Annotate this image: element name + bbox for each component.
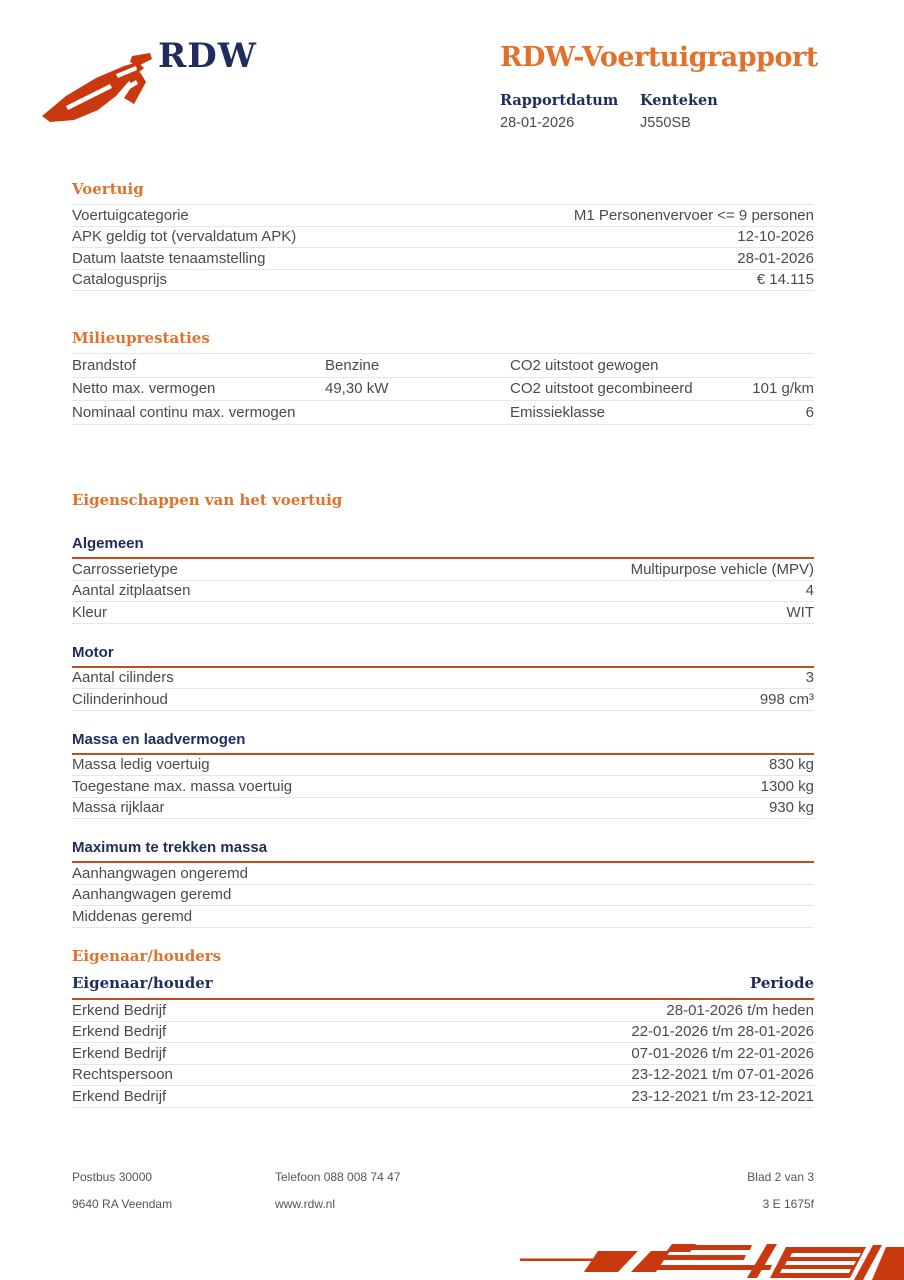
column-header-period: Periode	[749, 974, 814, 992]
subsection-algemeen	[72, 535, 814, 624]
page-title: RDW-Voertuigrapport	[500, 42, 818, 73]
footer-website: www.rdw.nl	[275, 1197, 336, 1211]
table-row	[72, 205, 814, 227]
row-value: 3	[805, 669, 814, 687]
subsection-motor	[72, 644, 814, 711]
table-row	[72, 354, 814, 378]
row-value: 12-10-2026	[737, 228, 814, 246]
row-label: APK geldig tot (vervaldatum APK)	[72, 228, 297, 246]
row-label: Emissieklasse	[510, 403, 606, 421]
table-row	[72, 401, 814, 425]
table-row	[72, 755, 814, 777]
row-label: Massa ledig voertuig	[72, 756, 210, 774]
row-label: Middenas geremd	[72, 907, 193, 925]
table-row	[72, 1065, 814, 1087]
license-plate-label: Kenteken	[640, 92, 718, 109]
row-label: Datum laatste tenaamstelling	[72, 249, 266, 267]
row-value: Multipurpose vehicle (MPV)	[630, 560, 814, 578]
table-row	[72, 776, 814, 798]
section-title: Milieuprestaties	[72, 329, 814, 354]
report-header	[500, 42, 818, 131]
period-cell: 07-01-2026 t/m 22-01-2026	[631, 1044, 814, 1062]
license-plate-value: J550SB	[640, 115, 691, 131]
subsection-title: Maximum te trekken massa	[72, 839, 814, 863]
section-eigenschappen	[72, 491, 814, 928]
owner-cell: Erkend Bedrijf	[72, 1044, 167, 1062]
row-value: 49,30 kW	[325, 380, 389, 398]
table-row	[72, 248, 814, 270]
rdw-logo-icon	[40, 52, 152, 140]
row-label: CO2 uitstoot gecombineerd	[510, 380, 693, 398]
row-label: Aanhangwagen ongeremd	[72, 864, 248, 882]
rdw-logo-text: RDW	[158, 36, 257, 76]
table-row	[72, 378, 814, 402]
speed-lines-icon	[520, 1242, 904, 1280]
row-label: Carrosserietype	[72, 560, 178, 578]
report-date-label: Rapportdatum	[500, 92, 619, 109]
table-row	[72, 906, 814, 928]
table-row	[72, 270, 814, 292]
owners-table-header	[72, 974, 814, 1000]
page-footer	[72, 1170, 814, 1211]
period-cell: 23-12-2021 t/m 23-12-2021	[631, 1087, 814, 1105]
row-label: Aantal zitplaatsen	[72, 582, 191, 600]
table-row	[72, 863, 814, 885]
table-row	[72, 1086, 814, 1108]
row-label: Netto max. vermogen	[72, 380, 216, 398]
table-row	[72, 1000, 814, 1022]
row-value: Benzine	[325, 356, 380, 374]
section-title: Eigenaar/houders	[72, 947, 222, 965]
row-value: 4	[805, 582, 814, 600]
table-row	[72, 798, 814, 820]
footer-page-number: Blad 2 van 3	[747, 1170, 814, 1184]
row-label: Kleur	[72, 603, 108, 621]
row-label: Brandstof	[72, 356, 137, 374]
row-value: € 14.115	[756, 271, 814, 289]
period-cell: 28-01-2026 t/m heden	[666, 1001, 814, 1019]
row-label: CO2 uitstoot gewogen	[510, 356, 659, 374]
row-label: Catalogusprijs	[72, 271, 168, 289]
row-value: 101 g/km	[752, 380, 814, 398]
subsection-title: Massa en laadvermogen	[72, 731, 814, 755]
owner-cell: Rechtspersoon	[72, 1066, 173, 1084]
row-value: 1300 kg	[760, 777, 814, 795]
period-cell: 22-01-2026 t/m 28-01-2026	[631, 1023, 814, 1041]
row-value: 998 cm³	[759, 690, 814, 708]
table-row	[72, 885, 814, 907]
subsection-title: Motor	[72, 644, 814, 668]
row-label: Cilinderinhoud	[72, 690, 168, 708]
column-header-owner: Eigenaar/houder	[72, 974, 213, 992]
table-row	[72, 668, 814, 690]
row-label: Nominaal continu max. vermogen	[72, 403, 296, 421]
row-label: Toegestane max. massa voertuig	[72, 777, 293, 795]
row-label: Aantal cilinders	[72, 669, 174, 687]
section-milieuprestaties	[72, 329, 814, 425]
footer-address-line2: 9640 RA Veendam	[72, 1197, 173, 1211]
footer-doc-code: 3 E 1675f	[762, 1197, 814, 1211]
section-title: Voertuig	[72, 180, 814, 205]
owner-cell: Erkend Bedrijf	[72, 1001, 167, 1019]
table-row	[72, 689, 814, 711]
report-date-value: 28-01-2026	[500, 115, 575, 131]
row-label: Massa rijklaar	[72, 799, 165, 817]
row-value: 930 kg	[768, 799, 814, 817]
row-value: 28-01-2026	[737, 249, 814, 267]
table-row	[72, 1043, 814, 1065]
row-label: Voertuigcategorie	[72, 206, 189, 224]
section-eigenaar-houders	[72, 947, 814, 1108]
row-label: Aanhangwagen geremd	[72, 886, 232, 904]
subsection-title: Algemeen	[72, 535, 814, 559]
period-cell: 23-12-2021 t/m 07-01-2026	[631, 1066, 814, 1084]
row-value: WIT	[786, 603, 814, 621]
row-value: 6	[805, 403, 814, 421]
row-value: M1 Personenvervoer <= 9 personen	[573, 206, 814, 224]
section-title: Eigenschappen van het voertuig	[72, 491, 343, 509]
row-value: 830 kg	[768, 756, 814, 774]
table-row	[72, 559, 814, 581]
owner-cell: Erkend Bedrijf	[72, 1087, 167, 1105]
subsection-trekken-massa	[72, 839, 814, 928]
owner-cell: Erkend Bedrijf	[72, 1023, 167, 1041]
subsection-massa	[72, 731, 814, 820]
footer-address-line1: Postbus 30000	[72, 1170, 153, 1184]
table-row	[72, 1022, 814, 1044]
section-voertuig	[72, 180, 814, 291]
table-row	[72, 581, 814, 603]
table-row	[72, 602, 814, 624]
table-row	[72, 227, 814, 249]
footer-phone: Telefoon 088 008 74 47	[275, 1170, 401, 1184]
